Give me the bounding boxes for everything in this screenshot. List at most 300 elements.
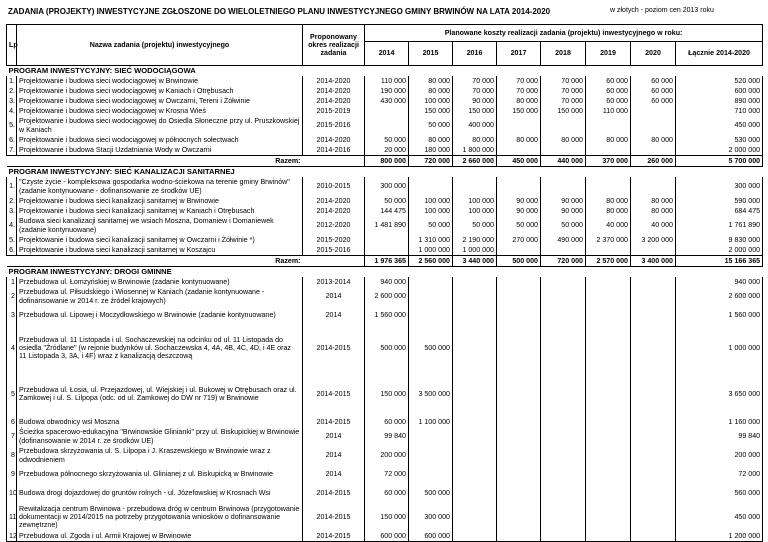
row-value bbox=[453, 417, 497, 427]
row-lp: 4. bbox=[7, 216, 17, 235]
row-value bbox=[409, 287, 453, 306]
row-period: 2014-2020 bbox=[303, 206, 365, 216]
row-value: 100 000 bbox=[409, 206, 453, 216]
row-total: 520 000 bbox=[676, 76, 763, 86]
sum-value: 2 570 000 bbox=[586, 256, 631, 267]
row-value: 600 000 bbox=[365, 531, 409, 542]
row-period: 2015-2016 bbox=[303, 116, 365, 135]
row-total: 890 000 bbox=[676, 96, 763, 106]
row-lp: 3. bbox=[7, 206, 17, 216]
row-value bbox=[453, 465, 497, 484]
row-name: Projektowanie i budowa sieci wodociągowej w Kaniach i Otrębusach bbox=[17, 86, 303, 96]
row-value: 80 000 bbox=[409, 135, 453, 145]
unit-note: w złotych - poziom cen 2013 roku bbox=[610, 7, 714, 14]
row-value bbox=[541, 277, 586, 287]
row-value: 50 000 bbox=[409, 216, 453, 235]
row-total: 1 560 000 bbox=[676, 306, 763, 325]
section-title: PROGRAM INWESTYCYJNY: SIEĆ KANALIZACJI SANITARNEJ bbox=[8, 166, 235, 176]
sum-value: 2 660 000 bbox=[453, 156, 497, 167]
row-value bbox=[631, 325, 676, 371]
row-value: 3 500 000 bbox=[409, 371, 453, 417]
row-value bbox=[541, 245, 586, 256]
row-value: 270 000 bbox=[497, 235, 541, 245]
header-year: 2017 bbox=[497, 42, 541, 66]
row-value bbox=[541, 427, 586, 446]
row-value: 190 000 bbox=[365, 86, 409, 96]
row-value: 500 000 bbox=[409, 325, 453, 371]
row-value: 50 000 bbox=[453, 216, 497, 235]
row-value: 50 000 bbox=[365, 196, 409, 206]
row-value bbox=[586, 531, 631, 542]
row-value: 600 000 bbox=[409, 531, 453, 542]
table-row bbox=[7, 306, 763, 325]
row-value bbox=[541, 417, 586, 427]
row-value: 100 000 bbox=[453, 206, 497, 216]
header-year: 2014 bbox=[365, 42, 409, 66]
row-value bbox=[541, 116, 586, 135]
table-row bbox=[7, 446, 763, 465]
row-name: Budowa drogi dojazdowej do gruntów rolnych - ul. Józefowskiej w Krosnach Wsi bbox=[17, 484, 303, 503]
sum-total: 15 166 365 bbox=[676, 256, 763, 267]
row-value: 70 000 bbox=[453, 76, 497, 86]
row-value: 1 000 000 bbox=[409, 245, 453, 256]
row-value bbox=[497, 277, 541, 287]
row-total: 99 840 bbox=[676, 427, 763, 446]
row-lp: 8 bbox=[7, 446, 17, 465]
row-period: 2014-2015 bbox=[303, 531, 365, 542]
row-lp: 2 bbox=[7, 287, 17, 306]
row-value bbox=[409, 277, 453, 287]
row-value bbox=[586, 287, 631, 306]
row-value: 90 000 bbox=[497, 196, 541, 206]
row-lp: 6 bbox=[7, 417, 17, 427]
row-value bbox=[497, 417, 541, 427]
row-total: 560 000 bbox=[676, 484, 763, 503]
row-value bbox=[453, 177, 497, 196]
row-name: Projektowanie i budowa sieci wodociągowej w Krosna Wieś bbox=[17, 106, 303, 116]
row-value: 80 000 bbox=[631, 196, 676, 206]
table-row bbox=[7, 245, 763, 256]
row-value bbox=[631, 531, 676, 542]
row-value: 20 000 bbox=[365, 145, 409, 156]
row-value bbox=[586, 465, 631, 484]
row-total: 1 200 000 bbox=[676, 531, 763, 542]
row-value bbox=[631, 287, 676, 306]
row-value bbox=[586, 277, 631, 287]
row-value: 110 000 bbox=[365, 76, 409, 86]
row-value: 300 000 bbox=[365, 177, 409, 196]
row-value bbox=[631, 177, 676, 196]
table-row bbox=[7, 235, 763, 245]
row-value: 70 000 bbox=[541, 76, 586, 86]
row-value: 180 000 bbox=[409, 145, 453, 156]
row-value: 2 370 000 bbox=[586, 235, 631, 245]
row-period: 2014-2015 bbox=[303, 417, 365, 427]
row-value bbox=[586, 371, 631, 417]
row-value: 80 000 bbox=[497, 135, 541, 145]
row-period: 2014 bbox=[303, 446, 365, 465]
row-total: 450 000 bbox=[676, 116, 763, 135]
row-value bbox=[541, 145, 586, 156]
row-value: 150 000 bbox=[453, 106, 497, 116]
row-value bbox=[541, 484, 586, 503]
sum-value: 260 000 bbox=[631, 156, 676, 167]
row-name: Rewitalizacja centrum Brwinowa - przebudowa dróg w centrum Brwinowa (przygotowanie dokumentacji w 2014/2015 na potrzeby przygotowania wniosków o dofinansowanie zewnętrzne) bbox=[17, 503, 303, 531]
row-value: 70 000 bbox=[497, 86, 541, 96]
header-year: 2020 bbox=[631, 42, 676, 66]
row-lp: 10 bbox=[7, 484, 17, 503]
row-value: 3 200 000 bbox=[631, 235, 676, 245]
row-name: Przebudowa ul. 11 Listopada i ul. Sochaczewskiej na odcinku od ul. 11 Listopada do osiedla "Źródlane" (w rejonie budynków ul. Sochaczewska 4, 4A, 4B, 4C, 4D, i 4E oraz 11 Listopada 3, 3A, i 4F) wraz z kanalizacją deszczową bbox=[17, 325, 303, 371]
row-value: 60 000 bbox=[631, 86, 676, 96]
row-value: 80 000 bbox=[631, 135, 676, 145]
row-value bbox=[497, 177, 541, 196]
row-period: 2014-2020 bbox=[303, 86, 365, 96]
row-value bbox=[586, 325, 631, 371]
row-value bbox=[453, 503, 497, 531]
row-value: 200 000 bbox=[365, 446, 409, 465]
row-name: Projektowanie i budowa sieci wodociągowej w Owczarni, Tereni i Żółwinie bbox=[17, 96, 303, 106]
row-name: Projektowanie i budowa sieci wodociągowej do Osiedla Słoneczne przy ul. Pruszkowskiej w Kaniach bbox=[17, 116, 303, 135]
sum-value: 3 440 000 bbox=[453, 256, 497, 267]
row-value bbox=[409, 306, 453, 325]
table-row bbox=[7, 96, 763, 106]
row-value: 1 310 000 bbox=[409, 235, 453, 245]
row-total: 710 000 bbox=[676, 106, 763, 116]
table-row bbox=[7, 277, 763, 287]
row-period: 2014-2015 bbox=[303, 484, 365, 503]
row-lp: 6. bbox=[7, 135, 17, 145]
sum-label: Razem: bbox=[7, 256, 303, 267]
row-lp: 1. bbox=[7, 177, 17, 196]
row-value: 72 000 bbox=[365, 465, 409, 484]
row-value bbox=[497, 145, 541, 156]
table-row bbox=[7, 106, 763, 116]
row-value bbox=[365, 106, 409, 116]
row-value: 80 000 bbox=[631, 206, 676, 216]
row-value: 80 000 bbox=[586, 196, 631, 206]
row-value: 1 560 000 bbox=[365, 306, 409, 325]
section-header-row bbox=[7, 167, 763, 178]
table-row bbox=[7, 531, 763, 542]
row-value bbox=[453, 446, 497, 465]
header-costs: Planowane koszty realizacji zadania (projektu) inwestycyjnego w roku: bbox=[365, 25, 763, 42]
row-lp: 7 bbox=[7, 427, 17, 446]
section-header-row bbox=[7, 66, 763, 77]
row-value bbox=[453, 484, 497, 503]
row-period: 2014-2020 bbox=[303, 76, 365, 86]
row-period: 2014 bbox=[303, 287, 365, 306]
row-value: 1 100 000 bbox=[409, 417, 453, 427]
row-value: 70 000 bbox=[541, 96, 586, 106]
row-value bbox=[365, 235, 409, 245]
table-row bbox=[7, 76, 763, 86]
row-value: 300 000 bbox=[409, 503, 453, 531]
row-value bbox=[541, 371, 586, 417]
row-value bbox=[631, 465, 676, 484]
table-row bbox=[7, 371, 763, 417]
row-period: 2014-2020 bbox=[303, 135, 365, 145]
row-value bbox=[586, 484, 631, 503]
row-value bbox=[453, 371, 497, 417]
row-value bbox=[586, 446, 631, 465]
section-header-row bbox=[7, 267, 763, 278]
row-value: 60 000 bbox=[365, 484, 409, 503]
row-name: Przebudowa ul. Zgoda i ul. Armii Krajowej w Brwinowie bbox=[17, 531, 303, 542]
row-value: 60 000 bbox=[586, 96, 631, 106]
row-value bbox=[497, 116, 541, 135]
row-lp: 7. bbox=[7, 145, 17, 156]
row-total: 300 000 bbox=[676, 177, 763, 196]
row-value bbox=[631, 106, 676, 116]
row-value: 50 000 bbox=[541, 216, 586, 235]
row-name: Projektowanie i budowa sieci kanalizacji sanitarnej w Kaniach i Otrębusach bbox=[17, 206, 303, 216]
row-lp: 9 bbox=[7, 465, 17, 484]
row-total: 72 000 bbox=[676, 465, 763, 484]
sum-value: 440 000 bbox=[541, 156, 586, 167]
row-name: Przebudowa ul. Łosia, ul. Przejazdowej, ul. Wiejskiej i ul. Bukowej w Otrębusach oraz ul. Zamkowej i ul. S. Lilpopa (odc. od ul. Zamkowej do DW nr 719) w Brwinowie bbox=[17, 371, 303, 417]
row-name: Ścieżka spacerowo-edukacyjna "Brwinowskie Glinianki" przy ul. Biskupickiej w Brwinowie (dofinansowanie w 2014 r. ze środków UE) bbox=[17, 427, 303, 446]
row-value bbox=[541, 306, 586, 325]
row-value: 60 000 bbox=[631, 76, 676, 86]
row-name: Projektowanie i budowa sieci wodociągowej w Brwinowie bbox=[17, 76, 303, 86]
row-value bbox=[497, 287, 541, 306]
row-value: 110 000 bbox=[586, 106, 631, 116]
table-row bbox=[7, 145, 763, 156]
row-period: 2014-2015 bbox=[303, 325, 365, 371]
table-row bbox=[7, 484, 763, 503]
row-value bbox=[586, 177, 631, 196]
row-value bbox=[453, 306, 497, 325]
sum-value: 720 000 bbox=[409, 156, 453, 167]
row-lp: 4 bbox=[7, 325, 17, 371]
row-value bbox=[586, 417, 631, 427]
row-value: 90 000 bbox=[453, 96, 497, 106]
table-row bbox=[7, 177, 763, 196]
row-value bbox=[497, 306, 541, 325]
sum-spacer bbox=[303, 156, 365, 167]
row-period: 2014-2020 bbox=[303, 196, 365, 206]
row-value: 80 000 bbox=[409, 86, 453, 96]
row-value bbox=[586, 503, 631, 531]
row-total: 1 761 890 bbox=[676, 216, 763, 235]
row-value bbox=[541, 325, 586, 371]
row-name: Budowa sieci kanalizacji sanitarnej we wsiach Moszna, Domaniew i Domaniewek (zadanie kontynuowane) bbox=[17, 216, 303, 235]
table-row bbox=[7, 135, 763, 145]
row-period: 2015-2019 bbox=[303, 106, 365, 116]
row-value: 90 000 bbox=[541, 196, 586, 206]
row-value: 100 000 bbox=[409, 96, 453, 106]
table-row bbox=[7, 86, 763, 96]
row-value bbox=[631, 145, 676, 156]
row-lp: 6. bbox=[7, 245, 17, 256]
row-value bbox=[541, 287, 586, 306]
row-period: 2014-2020 bbox=[303, 96, 365, 106]
row-total: 684 475 bbox=[676, 206, 763, 216]
row-value: 50 000 bbox=[365, 135, 409, 145]
investment-table bbox=[6, 24, 763, 542]
row-value bbox=[631, 503, 676, 531]
row-total: 940 000 bbox=[676, 277, 763, 287]
row-value bbox=[453, 531, 497, 542]
sum-row bbox=[7, 256, 763, 267]
section-title: PROGRAM INWESTYCYJNY: DROGI GMINNE bbox=[8, 266, 172, 276]
row-value bbox=[586, 306, 631, 325]
row-value bbox=[586, 116, 631, 135]
row-total: 1 000 000 bbox=[676, 325, 763, 371]
row-value: 50 000 bbox=[409, 116, 453, 135]
header-year: 2015 bbox=[409, 42, 453, 66]
row-value: 80 000 bbox=[586, 206, 631, 216]
sum-spacer bbox=[303, 256, 365, 267]
row-lp: 11 bbox=[7, 503, 17, 531]
table-row bbox=[7, 287, 763, 306]
row-value: 1 481 890 bbox=[365, 216, 409, 235]
sum-value: 1 976 365 bbox=[365, 256, 409, 267]
sum-value: 370 000 bbox=[586, 156, 631, 167]
table-row bbox=[7, 216, 763, 235]
sum-value: 2 560 000 bbox=[409, 256, 453, 267]
row-value bbox=[631, 417, 676, 427]
row-value: 60 000 bbox=[586, 76, 631, 86]
row-period: 2013-2014 bbox=[303, 277, 365, 287]
sum-row bbox=[7, 156, 763, 167]
row-total: 2 600 000 bbox=[676, 287, 763, 306]
row-value: 90 000 bbox=[497, 206, 541, 216]
row-total: 9 830 000 bbox=[676, 235, 763, 245]
row-lp: 1 bbox=[7, 277, 17, 287]
row-value bbox=[453, 325, 497, 371]
row-name: "Czyste życie - kompleksowa gospodarka wodno-ściekowa na terenie gminy Brwinów" (zadanie kontynuowane - dofinansowanie ze środków UE) bbox=[17, 177, 303, 196]
row-value bbox=[497, 427, 541, 446]
row-value bbox=[497, 503, 541, 531]
row-lp: 3. bbox=[7, 96, 17, 106]
sum-value: 3 400 000 bbox=[631, 256, 676, 267]
row-value: 60 000 bbox=[631, 96, 676, 106]
row-value bbox=[453, 287, 497, 306]
row-value bbox=[497, 371, 541, 417]
table-row bbox=[7, 503, 763, 531]
row-value bbox=[541, 465, 586, 484]
row-value bbox=[631, 484, 676, 503]
row-value: 100 000 bbox=[453, 196, 497, 206]
table-row bbox=[7, 427, 763, 446]
header-year: 2016 bbox=[453, 42, 497, 66]
row-total: 450 000 bbox=[676, 503, 763, 531]
row-value: 70 000 bbox=[541, 86, 586, 96]
row-value: 150 000 bbox=[541, 106, 586, 116]
row-value: 150 000 bbox=[365, 503, 409, 531]
row-value: 80 000 bbox=[541, 135, 586, 145]
row-name: Projektowanie i budowa sieci wodociągowej w północnych sołectwach bbox=[17, 135, 303, 145]
row-period: 2014-2016 bbox=[303, 145, 365, 156]
table-row bbox=[7, 417, 763, 427]
row-lp: 5. bbox=[7, 235, 17, 245]
row-value: 940 000 bbox=[365, 277, 409, 287]
row-value: 150 000 bbox=[497, 106, 541, 116]
row-value: 70 000 bbox=[497, 76, 541, 86]
row-lp: 2. bbox=[7, 86, 17, 96]
row-value: 150 000 bbox=[365, 371, 409, 417]
row-lp: 4. bbox=[7, 106, 17, 116]
row-value bbox=[586, 427, 631, 446]
row-name: Przebudowa skrzyżowania ul. S. Lilpopa i J. Kraszewskiego w Brwinowie wraz z odwodnieniem bbox=[17, 446, 303, 465]
row-value bbox=[541, 503, 586, 531]
header-total: Łącznie 2014-2020 bbox=[676, 42, 763, 66]
row-value: 144 475 bbox=[365, 206, 409, 216]
row-total: 2 000 000 bbox=[676, 145, 763, 156]
row-value bbox=[586, 145, 631, 156]
row-value bbox=[586, 245, 631, 256]
row-value: 1 000 000 bbox=[453, 245, 497, 256]
row-lp: 5. bbox=[7, 116, 17, 135]
table-row bbox=[7, 196, 763, 206]
row-value bbox=[453, 427, 497, 446]
row-total: 530 000 bbox=[676, 135, 763, 145]
document-title: ZADANIA (PROJEKTY) INWESTYCYJNE ZGŁOSZONE DO WIELOLETNIEGO PLANU INWESTYCYJNEGO GMINY BRWINÓW NA LATA 2014-2020 bbox=[8, 7, 551, 16]
row-value bbox=[541, 446, 586, 465]
row-value bbox=[409, 465, 453, 484]
row-value bbox=[497, 325, 541, 371]
row-period: 2010-2015 bbox=[303, 177, 365, 196]
row-value: 500 000 bbox=[409, 484, 453, 503]
table-row bbox=[7, 206, 763, 216]
header-lp: Lp bbox=[7, 25, 17, 66]
row-name: Projektowanie i budowa sieci kanalizacji sanitarnej w Brwinowie bbox=[17, 196, 303, 206]
row-value: 90 000 bbox=[541, 206, 586, 216]
row-total: 600 000 bbox=[676, 86, 763, 96]
row-value: 60 000 bbox=[586, 86, 631, 96]
row-value: 40 000 bbox=[631, 216, 676, 235]
table-row bbox=[7, 465, 763, 484]
row-value: 99 840 bbox=[365, 427, 409, 446]
row-period: 2015-2020 bbox=[303, 235, 365, 245]
row-value: 1 800 000 bbox=[453, 145, 497, 156]
row-value bbox=[631, 446, 676, 465]
header-year: 2019 bbox=[586, 42, 631, 66]
row-value bbox=[365, 245, 409, 256]
row-value: 500 000 bbox=[365, 325, 409, 371]
row-value: 490 000 bbox=[541, 235, 586, 245]
row-value bbox=[453, 277, 497, 287]
row-period: 2014 bbox=[303, 465, 365, 484]
row-value: 430 000 bbox=[365, 96, 409, 106]
row-name: Projektowanie i budowa sieci kanalizacji sanitarnej w Koszajcu bbox=[17, 245, 303, 256]
row-value: 100 000 bbox=[409, 196, 453, 206]
row-period: 2014 bbox=[303, 427, 365, 446]
row-value bbox=[631, 306, 676, 325]
sum-value: 720 000 bbox=[541, 256, 586, 267]
row-lp: 2. bbox=[7, 196, 17, 206]
row-value bbox=[631, 245, 676, 256]
row-name: Przebudowa ul. Łomżyńskiej w Brwinowie (zadanie kontynuowane) bbox=[17, 277, 303, 287]
sum-value: 500 000 bbox=[497, 256, 541, 267]
row-name: Przebudowa ul. Piłsudskiego i Wiosennej w Kaniach (zadanie kontynuowane - dofinansowanie w 2014 r. ze źródeł krajowych) bbox=[17, 287, 303, 306]
row-lp: 12 bbox=[7, 531, 17, 542]
row-value: 400 000 bbox=[453, 116, 497, 135]
row-period: 2014-2015 bbox=[303, 371, 365, 417]
row-value: 70 000 bbox=[453, 86, 497, 96]
row-value: 2 600 000 bbox=[365, 287, 409, 306]
row-value bbox=[631, 116, 676, 135]
row-total: 200 000 bbox=[676, 446, 763, 465]
header-name: Nazwa zadania (projektu) inwestycyjnego bbox=[17, 25, 303, 66]
row-name: Przebudowa ul. Lipowej i Moczydłowskiego w Brwinowie (zadanie kontynuowane) bbox=[17, 306, 303, 325]
row-lp: 1. bbox=[7, 76, 17, 86]
row-value: 2 190 000 bbox=[453, 235, 497, 245]
row-period: 2014-2015 bbox=[303, 503, 365, 531]
row-value bbox=[497, 465, 541, 484]
